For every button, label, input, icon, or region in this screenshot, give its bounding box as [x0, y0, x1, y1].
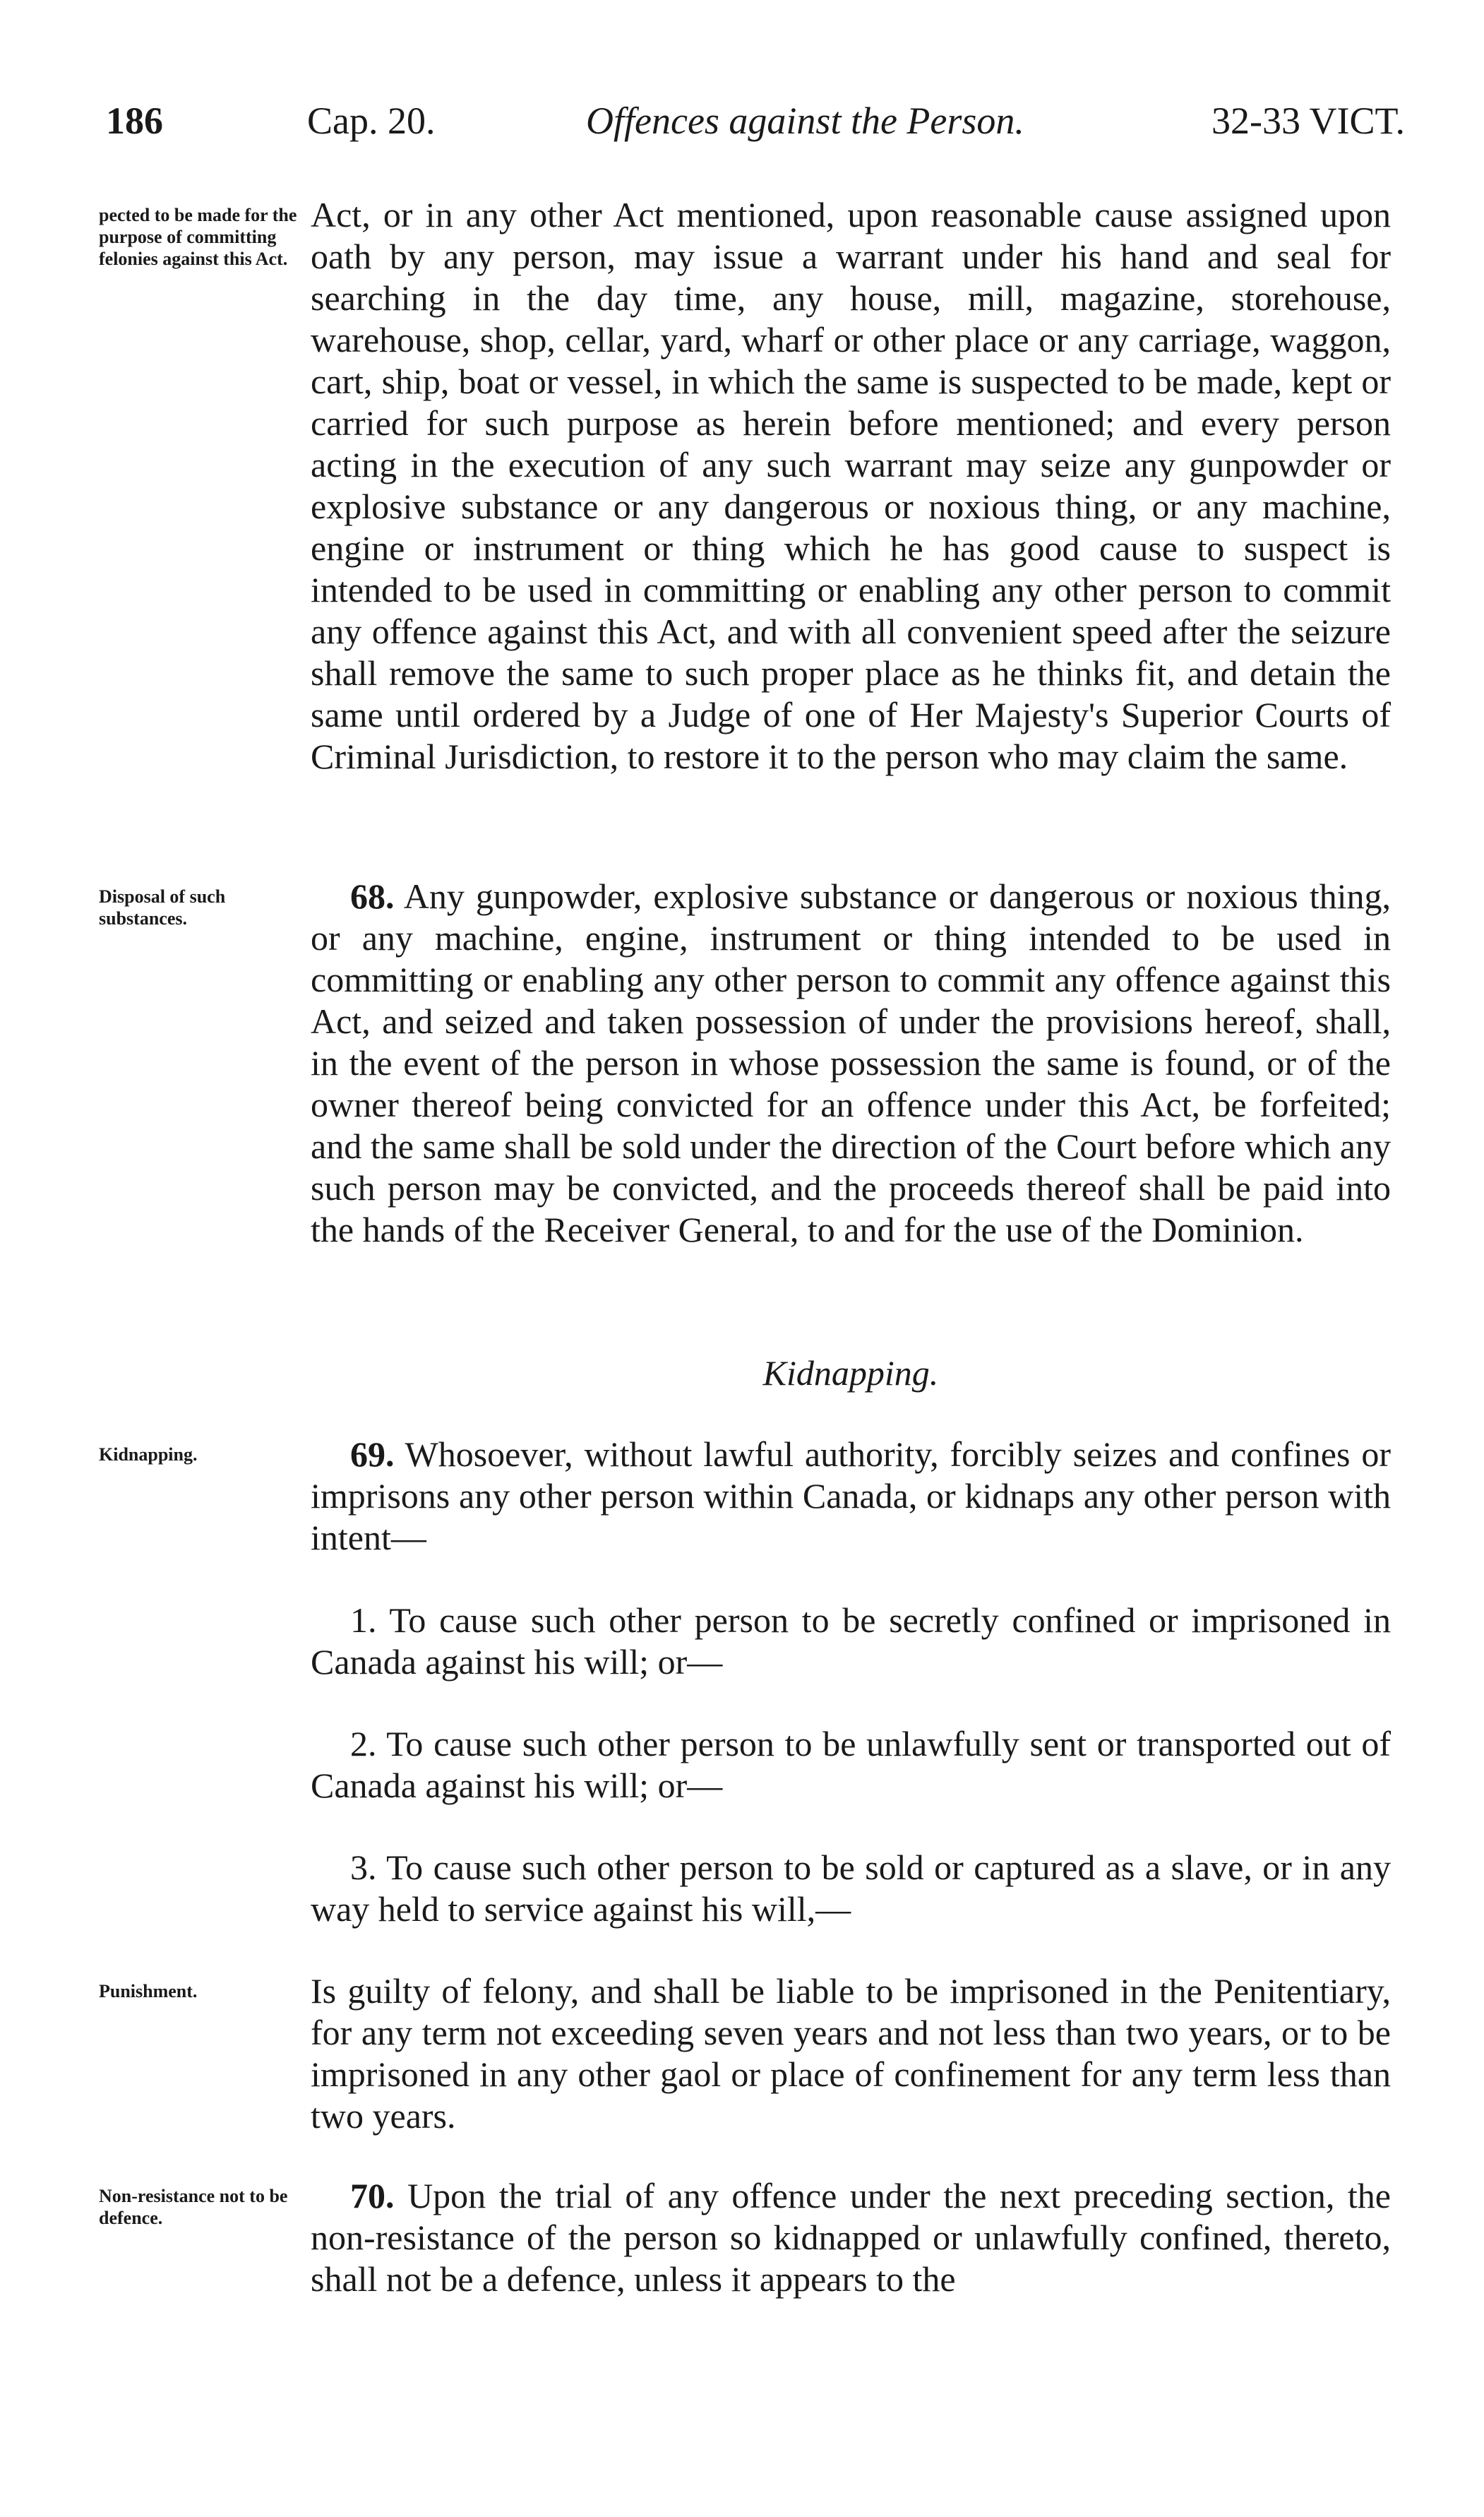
section-body: [311, 194, 1391, 778]
enumerated-item: 3. To cause such other person to be sold or captured as a slave, or in any way held to service against his will,—: [311, 1847, 1391, 1929]
section-number: 68.: [350, 876, 395, 916]
running-title: Offences against the Person.: [586, 100, 1024, 142]
kidnapping-heading: Kidnapping.: [762, 1353, 939, 1393]
section-body: [311, 876, 1391, 1251]
margin-note: Disposal of such substances.: [99, 886, 226, 929]
section-paragraph: [311, 2175, 1391, 2300]
section-paragraph: [311, 876, 1391, 1251]
section-body: [311, 1434, 1391, 1559]
section-text: Whosoever, without lawful authority, forcibly seizes and confines or imprisons any other person within Canada, or kidnaps any other person with intent—: [311, 1434, 1391, 1557]
section-body: [311, 2175, 1391, 2300]
section-text: Upon the trial of any offence under the next preceding section, the non-resistance of the person so kidnapped or unlawfully confined, thereto, shall not be a defence, unless it appears to the: [311, 2176, 1392, 2299]
section-body: [311, 1970, 1391, 2137]
section-number: 69.: [350, 1434, 395, 1474]
section-text: Is guilty of felony, and shall be liable to be imprisoned in the Penitentiary, for any term not exceeding seven years and not less than two years, or to be imprisoned in any other gaol or place of confinement for any term less than two years.: [311, 1971, 1391, 2136]
margin-note: pected to be made for the purpose of committing felonies against this Act.: [99, 205, 297, 269]
section-number: 70.: [350, 2176, 395, 2215]
page-number: 186: [106, 100, 163, 142]
regnal-year: 32-33 VICT.: [1211, 100, 1405, 142]
margin-note: Punishment.: [99, 1981, 198, 2001]
section-paragraph: [311, 1434, 1391, 1559]
margin-note: Non-resistance not to be defence.: [99, 2186, 288, 2228]
enumerated-item: 2. To cause such other person to be unlawfully sent or transported out of Canada against his will; or—: [311, 1724, 1391, 1805]
margin-note: Kidnapping.: [99, 1444, 198, 1465]
running-header: [106, 99, 1405, 155]
section-text: Act, or in any other Act mentioned, upon reasonable cause assigned upon oath by any person, may issue a warrant under his hand and seal for searching in the day time, any house, mill, magazine, storehouse, warehouse, shop, cellar, yard, wharf or other place or any carriage, waggon, cart, ship, boat or vessel, in which the same is suspected to be made, kept or carried for such purpose as herein before mentioned; and every person acting in the execution of any such warrant may seize any gunpowder or explosive substance or any dangerous or noxious thing, or any machine, engine or instrument or thing which he has good cause to suspect is intended to be used in committing or enabling any other person to commit any offence against this Act, and with all convenient speed after the seizure shall remove the same to such proper place as he thinks fit, and detain the same until ordered by a Judge of one of Her Majesty's Superior Courts of Criminal Jurisdiction, to restore it to the person who may claim the same.: [311, 195, 1391, 776]
chapter-label: Cap. 20.: [307, 100, 436, 142]
section-text: Any gunpowder, explosive substance or dangerous or noxious thing, or any machine, engine, instrument or thing intended to be used in committing or enabling any other person to commit any offence against this Act, and seized and taken possession of under the provisions hereof, shall, in the event of the person in whose possession the same is found, or of the owner thereof being convicted for an offence under this Act, be forfeited; and the same shall be sold under the direction of the Court before which any such person may be convicted, and the proceeds thereof shall be paid into the hands of the Receiver General, to and for the use of the Dominion.: [311, 876, 1391, 1249]
enumerated-item: 1. To cause such other person to be secretly confined or imprisoned in Canada against his will; or—: [311, 1600, 1391, 1682]
